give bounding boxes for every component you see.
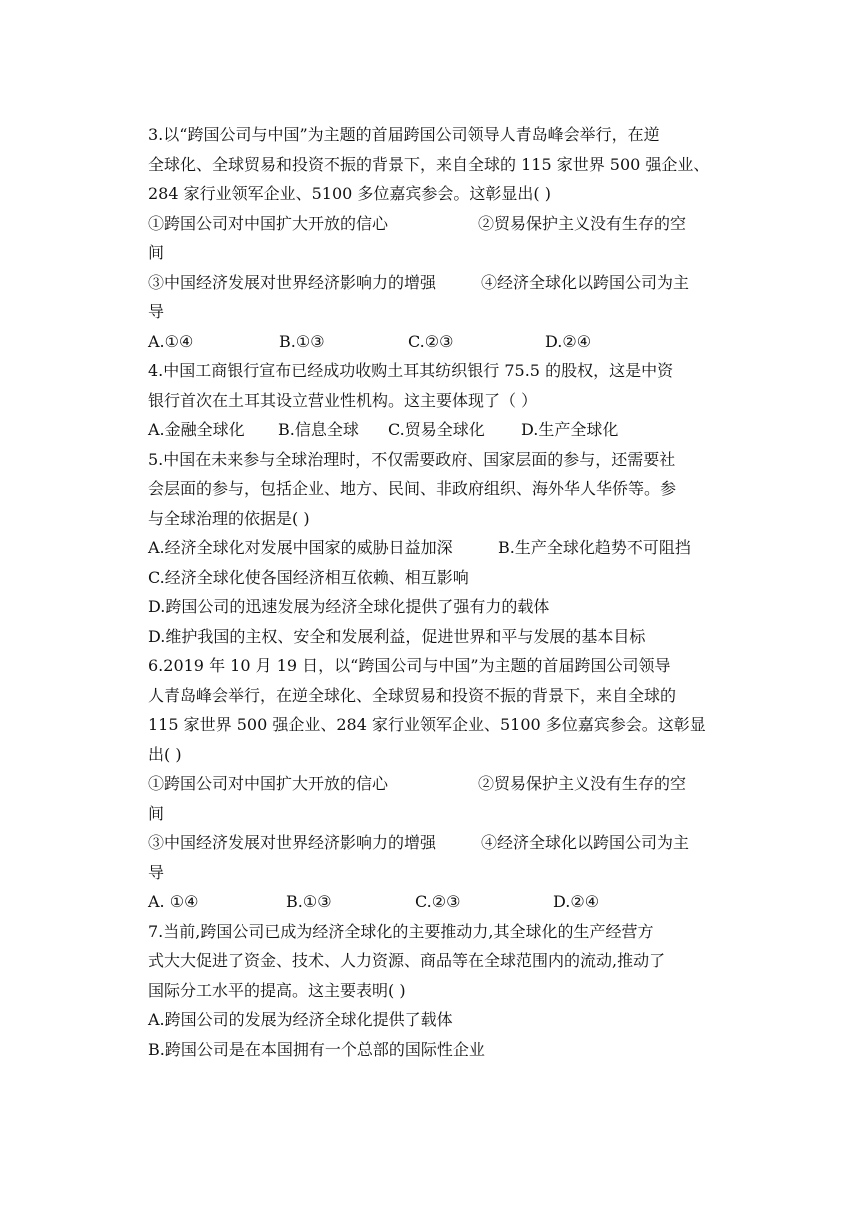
q6-item-1: ①跨国公司对中国扩大开放的信心 (148, 774, 389, 793)
q5-option-d-1: D.跨国公司的迅速发展为经济全球化提供了强有力的载体 (148, 597, 550, 616)
q4-stem-line-1: 4.中国工商银行宣布已经成功收购土耳其纺织银行 75.5 的股权，这是中资 (148, 361, 674, 380)
question-6 (148, 651, 718, 917)
q3-option-c: C.②③ (408, 331, 454, 351)
q3-option-a: A.①④ (148, 331, 194, 351)
q4-option-d: D.生产全球化 (521, 420, 619, 439)
q3-item-2-wrap: 间 (148, 243, 165, 262)
q6-items-row-2 (148, 828, 718, 858)
q6-option-d: D.②④ (553, 892, 600, 911)
q5-option-a: A.经济全球化对发展中国家的威胁日益加深 (148, 538, 453, 557)
q3-item-1: ①跨国公司对中国扩大开放的信心 (148, 213, 389, 233)
q4-options (148, 415, 718, 445)
q5-option-c: C.经济全球化使各国经济相互依赖、相互影响 (148, 567, 469, 587)
q3-items-row-2 (148, 268, 718, 298)
q7-stem-line-3: 国际分工水平的提高。这主要表明( ) (148, 980, 406, 1000)
question-4 (148, 356, 718, 445)
q6-option-c: C.②③ (415, 892, 461, 911)
q5-option-b: B.生产全球化趋势不可阻挡 (498, 538, 691, 557)
q3-item-4-wrap: 导 (148, 302, 165, 321)
q3-stem-line-2: 全球化、全球贸易和投资不振的背景下，来自全球的 115 家世界 500 强企业、 (148, 154, 710, 174)
q4-option-b: B.信息全球 (278, 420, 359, 439)
q6-stem-line-4: 出( ) (148, 744, 182, 764)
q3-item-2: ②贸易保护主义没有生存的空 (478, 213, 687, 233)
q3-items-row-1 (148, 209, 718, 239)
q6-option-b: B.①③ (286, 892, 332, 911)
q6-stem-line-1: 6.2019 年 10 月 19 日，以“跨国公司与中国”为主题的首届跨国公司领导 (148, 656, 671, 675)
q3-stem-line-1: 3.以“跨国公司与中国”为主题的首届跨国公司领导人青岛峰会举行，在逆 (148, 125, 660, 144)
q3-stem-line-3: 284 家行业领军企业、5100 多位嘉宾参会。这彰显出( ) (148, 184, 552, 203)
q5-stem-line-2: 会层面的参与，包括企业、地方、民间、非政府组织、海外华人华侨等。参 (148, 479, 677, 498)
q5-stem-line-3: 与全球治理的依据是( ) (148, 508, 310, 528)
q4-option-a: A.金融全球化 (148, 420, 245, 439)
question-7 (148, 917, 718, 1065)
q3-item-4: ④经济全球化以跨国公司为主 (481, 272, 690, 292)
q3-options (148, 327, 718, 357)
q5-options-row-1 (148, 533, 718, 563)
q4-option-c: C.贸易全球化 (388, 420, 485, 439)
q5-stem-line-1: 5.中国在未来参与全球治理时，不仅需要政府、国家层面的参与，还需要社 (148, 449, 676, 469)
q6-item-4: ④经济全球化以跨国公司为主 (481, 833, 690, 852)
q5-option-d-2: D.维护我国的主权、安全和发展利益，促进世界和平与发展的基本目标 (148, 626, 646, 646)
q4-stem-line-2: 银行首次在土耳其设立营业性机构。这主要体现了（ ） (148, 390, 538, 410)
q3-option-b: B.①③ (279, 331, 325, 351)
q6-stem-line-3: 115 家世界 500 强企业、284 家行业领军企业、5100 多位嘉宾参会。这彰显 (148, 715, 706, 734)
q3-item-3: ③中国经济发展对世界经济影响力的增强 (148, 272, 437, 292)
q7-option-a: A.跨国公司的发展为经济全球化提供了载体 (148, 1010, 453, 1029)
q6-options (148, 887, 718, 917)
q6-item-2-wrap: 间 (148, 803, 165, 823)
q6-option-a: A. ①④ (148, 892, 199, 911)
q7-option-b: B.跨国公司是在本国拥有一个总部的国际性企业 (148, 1039, 485, 1059)
q7-stem-line-1: 7.当前,跨国公司已成为经济全球化的主要推动力,其全球化的生产经营方 (148, 921, 654, 941)
q6-item-3: ③中国经济发展对世界经济影响力的增强 (148, 833, 437, 852)
q7-stem-line-2: 式大大促进了资金、技术、人力资源、商品等在全球范围内的流动,推动了 (148, 951, 666, 970)
q6-items-row-1 (148, 769, 718, 799)
q6-item-4-wrap: 导 (148, 862, 165, 882)
question-5 (148, 445, 718, 652)
q6-item-2: ②贸易保护主义没有生存的空 (478, 774, 687, 793)
question-3 (148, 120, 718, 356)
q3-option-d: D.②④ (545, 331, 592, 351)
q6-stem-line-2: 人青岛峰会举行，在逆全球化、全球贸易和投资不振的背景下，来自全球的 (148, 685, 677, 705)
question-list (148, 120, 718, 1064)
